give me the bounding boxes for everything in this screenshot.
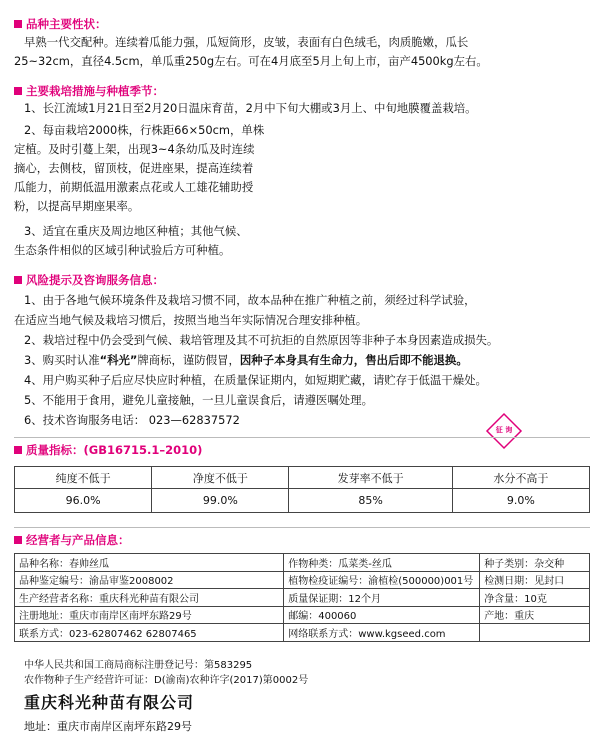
quality-title: 质量指标：(GB16715.1–2010)	[26, 443, 203, 457]
cultivation-line: 1、长江流域1月21日至2月20日温床育苗，2月中下旬大棚或3月上、中旬地膜覆盖栽培。	[24, 101, 477, 115]
risk-line: 在适应当地气候及栽培习惯后，按照当地当年实际情况合理安排种植。	[14, 313, 368, 327]
cultivation-line: 定植。及时引蔓上架，出现3~4条幼瓜及时连续	[14, 142, 255, 156]
table-row	[15, 589, 590, 607]
quality-value-cell: 9.0%	[452, 489, 589, 513]
table-cell: 净含量：10克	[480, 589, 590, 607]
quality-value-cell: 99.0%	[152, 489, 289, 513]
risk-line-prefix: 3、购买时认准	[24, 353, 100, 367]
table-row	[15, 624, 590, 642]
cultivation-line: 瓜能力，前期低温用激素点花或人工雄花辅助授	[14, 180, 254, 194]
cultivation-line: 摘心，去侧枝，留顶枝，促进座果，提高连续着	[14, 161, 254, 175]
table-cell: 注册地址：重庆市南岸区南坪东路29号	[15, 606, 284, 624]
risk-title: 风险提示及咨询服务信息：	[26, 273, 164, 287]
cultivation-line: 粉，以提高早期座果率。	[14, 199, 140, 213]
quality-table	[14, 466, 590, 513]
characteristics-line-2: 25~32cm，直径4.5cm，单瓜重250g左右。可在4月底至5月上旬上市，亩产4500kg左右。	[14, 54, 488, 68]
table-row	[15, 606, 590, 624]
risk-line: 1、由于各地气候环境条件及栽培习惯不同，故本品种在推广种植之前，须经过科学试验，	[24, 293, 476, 307]
cultivation-line: 生态条件相似的区域引种试验后方可种植。	[14, 243, 231, 257]
cultivation-heading	[14, 83, 164, 99]
table-cell	[480, 624, 590, 642]
quality-header-row	[15, 467, 590, 489]
operator-title: 经营者与产品信息：	[26, 533, 130, 547]
risk-line-brand	[24, 351, 468, 370]
production-license: 农作物种子生产经营许可证：D(渝南)农种许字(2017)第0002号	[24, 675, 309, 686]
square-bullet-icon	[14, 276, 22, 284]
table-cell: 质量保证期：12个月	[284, 589, 480, 607]
quality-header-cell: 发芽率不低于	[289, 467, 452, 489]
stamp-text: 征 询	[495, 426, 513, 434]
quality-header-cell: 净度不低于	[152, 467, 289, 489]
cultivation-title: 主要栽培措施与种植季节：	[26, 84, 164, 98]
table-cell: 联系方式：023-62807462 62807465	[15, 624, 284, 642]
trademark-registration: 中华人民共和国工商局商标注册登记号：第583295	[24, 660, 253, 671]
table-cell: 生产经营者名称：重庆科光种苗有限公司	[15, 589, 284, 607]
table-row	[15, 554, 590, 572]
square-bullet-icon	[14, 446, 22, 454]
section-divider	[14, 437, 590, 438]
table-cell: 邮编：400060	[284, 606, 480, 624]
consult-stamp	[485, 412, 523, 450]
table-cell: 植物检疫证编号：渝植检(500000)001号	[284, 571, 480, 589]
table-cell: 检测日期：见封口	[480, 571, 590, 589]
cultivation-line: 2、每亩栽培2000株，行株距66×50cm，单株	[24, 123, 265, 137]
operator-table	[14, 553, 590, 642]
risk-line: 4、用户购买种子后应尽快应时种植，在质量保证期内，如短期贮藏，请贮存于低温干燥处。	[24, 373, 487, 387]
consult-phone: 6、技术咨询服务电话： 023—62837572	[24, 413, 240, 427]
brand-name: “科光”	[99, 353, 138, 367]
risk-line: 5、不能用于食用，避免儿童接触，一旦儿童误食后，请遵医嘱处理。	[24, 393, 373, 407]
square-bullet-icon	[14, 20, 22, 28]
operator-heading	[14, 532, 130, 548]
risk-heading	[14, 272, 164, 288]
table-row	[15, 571, 590, 589]
quality-value-cell: 96.0%	[15, 489, 152, 513]
section-divider	[14, 527, 590, 528]
table-cell: 网络联系方式：www.kgseed.com	[284, 624, 480, 642]
table-cell: 种子类别：杂交种	[480, 554, 590, 572]
characteristics-heading	[14, 16, 107, 32]
quality-value-row	[15, 489, 590, 513]
quality-header-cell: 纯度不低于	[15, 467, 152, 489]
cultivation-line: 3、适宜在重庆及周边地区种植；其他气候、	[24, 224, 248, 238]
characteristics-line-1: 早熟一代交配种。连续着瓜能力强，瓜短筒形，皮皱，表面有白色绒毛，肉质脆嫩，瓜长	[24, 35, 469, 49]
company-address: 地址：重庆市南岸区南坪东路29号	[24, 720, 192, 733]
table-cell: 品种鉴定编号：渝品审鉴2008002	[15, 571, 284, 589]
risk-line-middle: 牌商标，谨防假冒，	[137, 353, 240, 367]
table-cell: 品种名称：春帅丝瓜	[15, 554, 284, 572]
quality-heading	[14, 442, 202, 458]
risk-line: 2、栽培过程中仍会受到气候、栽培管理及其不可抗拒的自然原因等非种子本身因素造成损失。	[24, 333, 499, 347]
square-bullet-icon	[14, 536, 22, 544]
table-cell: 产地：重庆	[480, 606, 590, 624]
quality-header-cell: 水分不高于	[452, 467, 589, 489]
table-cell: 作物种类：瓜菜类-丝瓜	[284, 554, 480, 572]
square-bullet-icon	[14, 87, 22, 95]
no-return-notice: 因种子本身具有生命力，售出后即不能退换。	[239, 353, 468, 367]
quality-value-cell: 85%	[289, 489, 452, 513]
company-name: 重庆科光种苗有限公司	[24, 693, 195, 712]
characteristics-title: 品种主要性状：	[26, 17, 107, 31]
